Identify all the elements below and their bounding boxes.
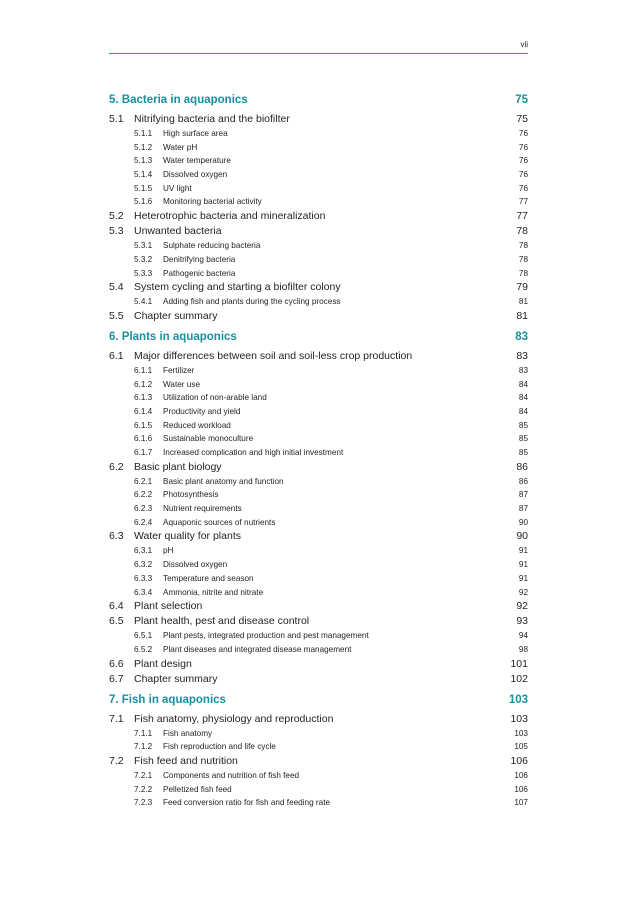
toc-entry-page: 85 bbox=[518, 420, 528, 430]
toc-entry-number: 6.5 bbox=[109, 615, 124, 628]
toc-entry-page: 75 bbox=[515, 94, 528, 106]
toc-entry-title: Productivity and yield bbox=[163, 406, 241, 416]
toc-entry-label bbox=[134, 544, 173, 558]
toc-entry-title: Sulphate reducing bacteria bbox=[163, 241, 261, 251]
toc-entry-page: 91 bbox=[518, 573, 528, 583]
toc-sub-entry[interactable] bbox=[109, 253, 528, 267]
toc-entry-number: 6.3.2 bbox=[134, 560, 153, 570]
toc-entry-number: 7.1 bbox=[109, 712, 124, 725]
toc-entry-title: Components and nutrition of fish feed bbox=[163, 770, 300, 780]
toc-entry-title: Fertilizer bbox=[163, 365, 195, 375]
toc-entry-number: 5.2 bbox=[109, 210, 124, 223]
toc-sub-entry[interactable] bbox=[109, 727, 528, 741]
toc-entry-page: 106 bbox=[514, 784, 528, 794]
toc-entry-label bbox=[134, 516, 275, 530]
toc-section-entry[interactable] bbox=[109, 280, 528, 295]
toc-section-entry[interactable] bbox=[109, 672, 528, 687]
toc-section-entry[interactable] bbox=[109, 112, 528, 127]
toc-entry-label bbox=[134, 488, 219, 502]
toc-entry-page: 94 bbox=[518, 631, 528, 641]
toc-entry-label bbox=[109, 614, 309, 629]
toc-entry-label bbox=[109, 329, 237, 345]
toc-entry-page: 85 bbox=[518, 448, 528, 457]
toc-entry-label bbox=[134, 239, 260, 253]
toc-section-entry[interactable] bbox=[109, 712, 528, 727]
toc-entry-page: 78 bbox=[518, 241, 528, 251]
toc-sub-entry[interactable] bbox=[109, 295, 528, 309]
toc-entry-page: 75 bbox=[516, 113, 528, 125]
toc-sub-entry[interactable] bbox=[109, 544, 528, 558]
toc-entry-number: 6.2 bbox=[109, 460, 124, 473]
toc-sub-entry[interactable] bbox=[109, 783, 528, 797]
toc-entry-label bbox=[109, 92, 248, 108]
toc-entry-label bbox=[134, 364, 194, 378]
toc-sub-entry[interactable] bbox=[109, 267, 528, 281]
toc-entry-number: 5.3.1 bbox=[134, 241, 153, 251]
toc-entry-page: 102 bbox=[510, 672, 528, 685]
toc-entry-label bbox=[134, 629, 369, 643]
toc-entry-number: 5.1 bbox=[109, 113, 124, 125]
toc-entry-label bbox=[134, 432, 253, 446]
toc-entry-number: 5.4.1 bbox=[134, 297, 153, 307]
toc-entry-label bbox=[134, 127, 228, 141]
toc-entry-page: 103 bbox=[510, 712, 528, 725]
toc-entry-label bbox=[134, 168, 227, 182]
toc-entry-number: 6.2.1 bbox=[134, 476, 153, 486]
toc-entry-title: Pelletized fish feed bbox=[163, 784, 232, 794]
toc-entry-title: Adding fish and plants during the cycling process bbox=[163, 297, 341, 307]
toc-entry-title: System cycling and starting a biofilter colony bbox=[134, 281, 341, 294]
toc-entry-page: 78 bbox=[518, 268, 528, 278]
toc-entry-title: Monitoring bacterial activity bbox=[163, 197, 262, 207]
toc-entry-label bbox=[109, 672, 217, 687]
toc-entry-label bbox=[134, 502, 242, 516]
toc-sub-entry[interactable] bbox=[109, 419, 528, 433]
toc-entry-label bbox=[109, 529, 241, 544]
toc-sub-entry[interactable] bbox=[109, 378, 528, 392]
toc-sub-entry[interactable] bbox=[109, 586, 528, 600]
toc-entry-title: Water temperature bbox=[163, 156, 231, 166]
toc-chapter-entry[interactable] bbox=[109, 92, 528, 112]
toc-entry-label bbox=[134, 643, 351, 657]
toc-entry-page: 90 bbox=[516, 530, 528, 543]
toc-chapter-entry[interactable] bbox=[109, 329, 528, 349]
toc-entry-label bbox=[109, 209, 325, 224]
toc-entry-page: 86 bbox=[518, 476, 528, 486]
toc-entry-label bbox=[134, 295, 341, 309]
toc-entry-title: Major differences between soil and soil-less crop production bbox=[134, 349, 413, 362]
toc-sub-entry[interactable] bbox=[109, 516, 528, 530]
toc-entry-title: Ammonia, nitrite and nitrate bbox=[163, 587, 264, 597]
toc-entry-number: 7.2.1 bbox=[134, 770, 153, 780]
toc-entry-label bbox=[109, 309, 217, 324]
toc-entry-title: 5. Bacteria in aquaponics bbox=[109, 94, 248, 106]
toc-entry-number: 5.3.2 bbox=[134, 254, 153, 264]
toc-entry-title: Water quality for plants bbox=[134, 530, 241, 543]
toc-entry-page: 81 bbox=[518, 297, 528, 307]
toc-entry-number: 6.1.4 bbox=[134, 406, 153, 416]
toc-entry-page: 78 bbox=[518, 254, 528, 264]
toc-entry-title: Denitrifying bacteria bbox=[163, 254, 236, 264]
toc-entry-page: 87 bbox=[518, 504, 528, 514]
toc-entry-title: Chapter summary bbox=[134, 672, 218, 685]
toc-sub-entry[interactable] bbox=[109, 127, 528, 141]
toc-entry-number: 7.2 bbox=[109, 754, 124, 767]
toc-entry-page: 90 bbox=[518, 517, 528, 527]
toc-entry-title: Plant health, pest and disease control bbox=[134, 615, 310, 628]
toc-entry-number: 5.1.2 bbox=[134, 142, 153, 152]
toc-entry-label bbox=[109, 712, 333, 727]
toc-entry-page: 84 bbox=[518, 379, 528, 389]
toc-entry-page: 92 bbox=[518, 587, 528, 597]
toc-entry-page: 103 bbox=[508, 693, 528, 706]
toc-sub-entry[interactable] bbox=[109, 629, 528, 643]
toc-entry-page: 78 bbox=[516, 225, 528, 238]
toc-entry-number: 6.1.1 bbox=[134, 365, 153, 375]
toc-entry-label bbox=[109, 460, 222, 475]
toc-entry-number: 7.1.1 bbox=[134, 728, 153, 738]
toc-entry-page: 107 bbox=[514, 798, 528, 808]
toc-entry-page: 93 bbox=[516, 615, 528, 628]
toc-sub-entry[interactable] bbox=[109, 141, 528, 155]
toc-entry-title: Reduced workload bbox=[163, 420, 231, 430]
toc-entry-label bbox=[134, 769, 299, 783]
toc-entry-label bbox=[134, 405, 240, 419]
toc-entry-page: 76 bbox=[518, 156, 528, 166]
toc-entry-title: Water pH bbox=[163, 142, 198, 152]
toc-entry-title: Basic plant biology bbox=[134, 460, 222, 473]
toc-entry-number: 6.7 bbox=[109, 672, 124, 685]
toc-entry-label bbox=[134, 154, 231, 168]
toc-section-entry[interactable] bbox=[109, 754, 528, 769]
toc-section-entry[interactable] bbox=[109, 309, 528, 324]
toc-entry-title: Nutrient requirements bbox=[163, 504, 242, 514]
toc-section-entry[interactable] bbox=[109, 599, 528, 614]
toc-entry-page: 81 bbox=[516, 309, 528, 322]
toc-sub-entry[interactable] bbox=[109, 502, 528, 516]
toc-entry-number: 6.3 bbox=[109, 530, 124, 543]
toc-entry-number: 6.2.4 bbox=[134, 517, 153, 527]
toc-section-entry[interactable] bbox=[109, 614, 528, 629]
toc-entry-number: 6.3.1 bbox=[134, 546, 153, 556]
toc-entry-title: Unwanted bacteria bbox=[134, 225, 222, 238]
toc-entry-page: 91 bbox=[518, 560, 528, 570]
toc-entry-title: Sustainable monoculture bbox=[163, 434, 254, 444]
toc-entry-label bbox=[134, 378, 200, 392]
toc-sub-entry[interactable] bbox=[109, 796, 528, 810]
toc-entry-label bbox=[134, 253, 235, 267]
toc-entry-page: 76 bbox=[518, 129, 528, 138]
toc-entry-title: Fish feed and nutrition bbox=[134, 754, 238, 767]
toc-entry-label bbox=[134, 727, 212, 741]
toc-entry-title: Feed conversion ratio for fish and feeding rate bbox=[163, 798, 331, 808]
toc-entry-number: 6.1.7 bbox=[134, 448, 153, 457]
toc-entry-number: 7.1.2 bbox=[134, 742, 153, 752]
toc-section-entry[interactable] bbox=[109, 349, 528, 364]
toc-entry-label bbox=[109, 280, 341, 295]
toc-entry-number: 6.1.3 bbox=[134, 393, 153, 403]
toc-entry-page: 92 bbox=[516, 600, 528, 613]
toc-entry-page: 106 bbox=[510, 754, 528, 767]
toc-sub-entry[interactable] bbox=[109, 475, 528, 489]
toc-entry-number: 6.2.2 bbox=[134, 490, 153, 500]
toc-section-entry[interactable] bbox=[109, 657, 528, 672]
toc-entry-title: Increased complication and high initial investment bbox=[163, 448, 344, 457]
toc-entry-title: Dissolved oxygen bbox=[163, 560, 228, 570]
toc-entry-label bbox=[109, 599, 202, 614]
toc-entry-title: Plant design bbox=[134, 657, 192, 670]
toc-entry-label bbox=[134, 572, 254, 586]
toc-entry-number: 5.3.3 bbox=[134, 268, 153, 278]
toc-entry-title: Photosynthesis bbox=[163, 490, 219, 500]
toc-entry-title: Pathogenic bacteria bbox=[163, 268, 236, 278]
toc-entry-number: 6.1.2 bbox=[134, 379, 153, 389]
toc-section-entry[interactable] bbox=[109, 224, 528, 239]
toc-entry-label bbox=[109, 349, 412, 364]
toc-entry-number: 5.1.1 bbox=[134, 129, 153, 138]
toc-entry-page: 87 bbox=[518, 490, 528, 500]
toc-sub-entry[interactable] bbox=[109, 432, 528, 446]
toc-section-entry[interactable] bbox=[109, 460, 528, 475]
toc-entry-page: 77 bbox=[516, 210, 528, 223]
toc-entry-number: 5.3 bbox=[109, 225, 124, 238]
toc-section-entry[interactable] bbox=[109, 529, 528, 544]
toc-entry-title: Plant diseases and integrated disease management bbox=[163, 644, 352, 654]
toc-entry-title: 7. Fish in aquaponics bbox=[109, 693, 226, 706]
toc-entry-number: 5.1.6 bbox=[134, 197, 153, 207]
toc-entry-label bbox=[134, 586, 263, 600]
toc-entry-page: 85 bbox=[518, 434, 528, 444]
toc-entry-label bbox=[134, 783, 232, 797]
toc-entry-label bbox=[134, 182, 192, 196]
toc-entry-title: Dissolved oxygen bbox=[163, 170, 228, 180]
toc-entry-title: Plant pests, integrated production and pest management bbox=[163, 631, 369, 641]
toc-entry-label bbox=[109, 657, 192, 672]
toc-entry-number: 5.1.4 bbox=[134, 170, 153, 180]
toc-entry-title: Basic plant anatomy and function bbox=[163, 476, 284, 486]
toc-entry-title: Fish anatomy, physiology and reproduction bbox=[134, 712, 334, 725]
toc-entry-label bbox=[134, 796, 330, 810]
toc-sub-entry[interactable] bbox=[109, 558, 528, 572]
toc-sub-entry[interactable] bbox=[109, 643, 528, 657]
toc-entry-title: Temperature and season bbox=[163, 573, 254, 583]
toc-entry-number: 5.5 bbox=[109, 309, 124, 322]
toc-entry-page: 76 bbox=[518, 183, 528, 193]
toc-sub-entry[interactable] bbox=[109, 405, 528, 419]
toc-entry-title: Utilization of non-arable land bbox=[163, 393, 267, 403]
toc-entry-label bbox=[134, 195, 262, 209]
toc-entry-page: 86 bbox=[516, 460, 528, 473]
toc-entry-page: 83 bbox=[518, 365, 528, 375]
toc-entry-page: 106 bbox=[514, 770, 528, 780]
toc-sub-entry[interactable] bbox=[109, 740, 528, 754]
toc-entry-number: 6.5.1 bbox=[134, 631, 153, 641]
toc-sub-entry[interactable] bbox=[109, 446, 528, 460]
toc-sub-entry[interactable] bbox=[109, 195, 528, 209]
toc-entry-number: 5.1.3 bbox=[134, 156, 153, 166]
toc-sub-entry[interactable] bbox=[109, 769, 528, 783]
toc-entry-number: 6.3.4 bbox=[134, 587, 153, 597]
toc-entry-label bbox=[134, 141, 197, 155]
toc-entry-label bbox=[109, 692, 226, 708]
toc-entry-label bbox=[109, 112, 290, 127]
toc-sub-entry[interactable] bbox=[109, 239, 528, 253]
toc-entry-label bbox=[134, 267, 235, 281]
toc-sub-entry[interactable] bbox=[109, 182, 528, 196]
toc-entry-number: 6.1.5 bbox=[134, 420, 153, 430]
toc-section-entry[interactable] bbox=[109, 209, 528, 224]
toc-entry-number: 6.3.3 bbox=[134, 573, 153, 583]
toc-entry-page: 105 bbox=[514, 742, 528, 752]
toc-sub-entry[interactable] bbox=[109, 488, 528, 502]
toc-entry-number: 5.4 bbox=[109, 281, 124, 294]
toc-entry-page: 101 bbox=[510, 657, 528, 670]
toc-sub-entry[interactable] bbox=[109, 364, 528, 378]
toc-entry-label bbox=[134, 558, 227, 572]
toc-entry-title: Aquaponic sources of nutrients bbox=[163, 517, 276, 527]
toc-entry-label bbox=[134, 446, 343, 460]
toc-entry-label bbox=[109, 224, 222, 239]
toc-entry-page: 79 bbox=[516, 281, 528, 294]
toc-entry-number: 6.4 bbox=[109, 600, 124, 613]
toc-entry-number: 7.2.2 bbox=[134, 784, 153, 794]
toc-entry-number: 6.5.2 bbox=[134, 644, 153, 654]
toc-entry-title: 6. Plants in aquaponics bbox=[109, 330, 237, 343]
toc-entry-label bbox=[134, 740, 276, 754]
toc-entry-page: 83 bbox=[515, 330, 528, 343]
header-rule bbox=[109, 53, 528, 54]
toc-entry-page: 98 bbox=[518, 644, 528, 654]
toc-entry-number: 5.1.5 bbox=[134, 183, 153, 193]
toc-entry-page: 77 bbox=[518, 197, 528, 207]
toc-sub-entry[interactable] bbox=[109, 154, 528, 168]
toc-entry-title: Fish reproduction and life cycle bbox=[163, 742, 276, 752]
toc-entry-page: 103 bbox=[514, 728, 528, 738]
toc-entry-label bbox=[134, 391, 267, 405]
toc-entry-page: 76 bbox=[518, 142, 528, 152]
toc-entry-number: 6.1.6 bbox=[134, 434, 153, 444]
toc-entry-number: 6.6 bbox=[109, 657, 124, 670]
toc-chapter-entry[interactable] bbox=[109, 692, 528, 712]
toc-entry-label bbox=[134, 475, 284, 489]
toc-entry-number: 7.2.3 bbox=[134, 798, 153, 808]
toc-entry-title: Chapter summary bbox=[134, 309, 218, 322]
toc-entry-title: Plant selection bbox=[134, 600, 203, 613]
toc-entry-title: Fish anatomy bbox=[163, 728, 213, 738]
toc-sub-entry[interactable] bbox=[109, 391, 528, 405]
toc-entry-title: pH bbox=[163, 546, 174, 556]
toc-entry-label bbox=[109, 754, 238, 769]
toc-entry-number: 6.1 bbox=[109, 349, 124, 362]
toc-entry-title: High surface area bbox=[163, 129, 228, 138]
toc-sub-entry[interactable] bbox=[109, 168, 528, 182]
toc-entry-page: 76 bbox=[518, 170, 528, 180]
toc-entry-page: 83 bbox=[516, 349, 528, 362]
toc-entry-title: Heterotrophic bacteria and mineralization bbox=[134, 210, 326, 223]
toc-entry-title: UV light bbox=[163, 183, 192, 193]
toc-entry-title: Water use bbox=[163, 379, 201, 389]
table-of-contents bbox=[109, 92, 528, 810]
toc-sub-entry[interactable] bbox=[109, 572, 528, 586]
page-number: vii bbox=[520, 40, 528, 49]
toc-entry-title: Nitrifying bacteria and the biofilter bbox=[134, 113, 290, 125]
toc-entry-page: 84 bbox=[518, 406, 528, 416]
toc-entry-page: 91 bbox=[518, 546, 528, 556]
toc-entry-number: 6.2.3 bbox=[134, 504, 153, 514]
toc-entry-label bbox=[134, 419, 231, 433]
toc-entry-page: 84 bbox=[518, 393, 528, 403]
